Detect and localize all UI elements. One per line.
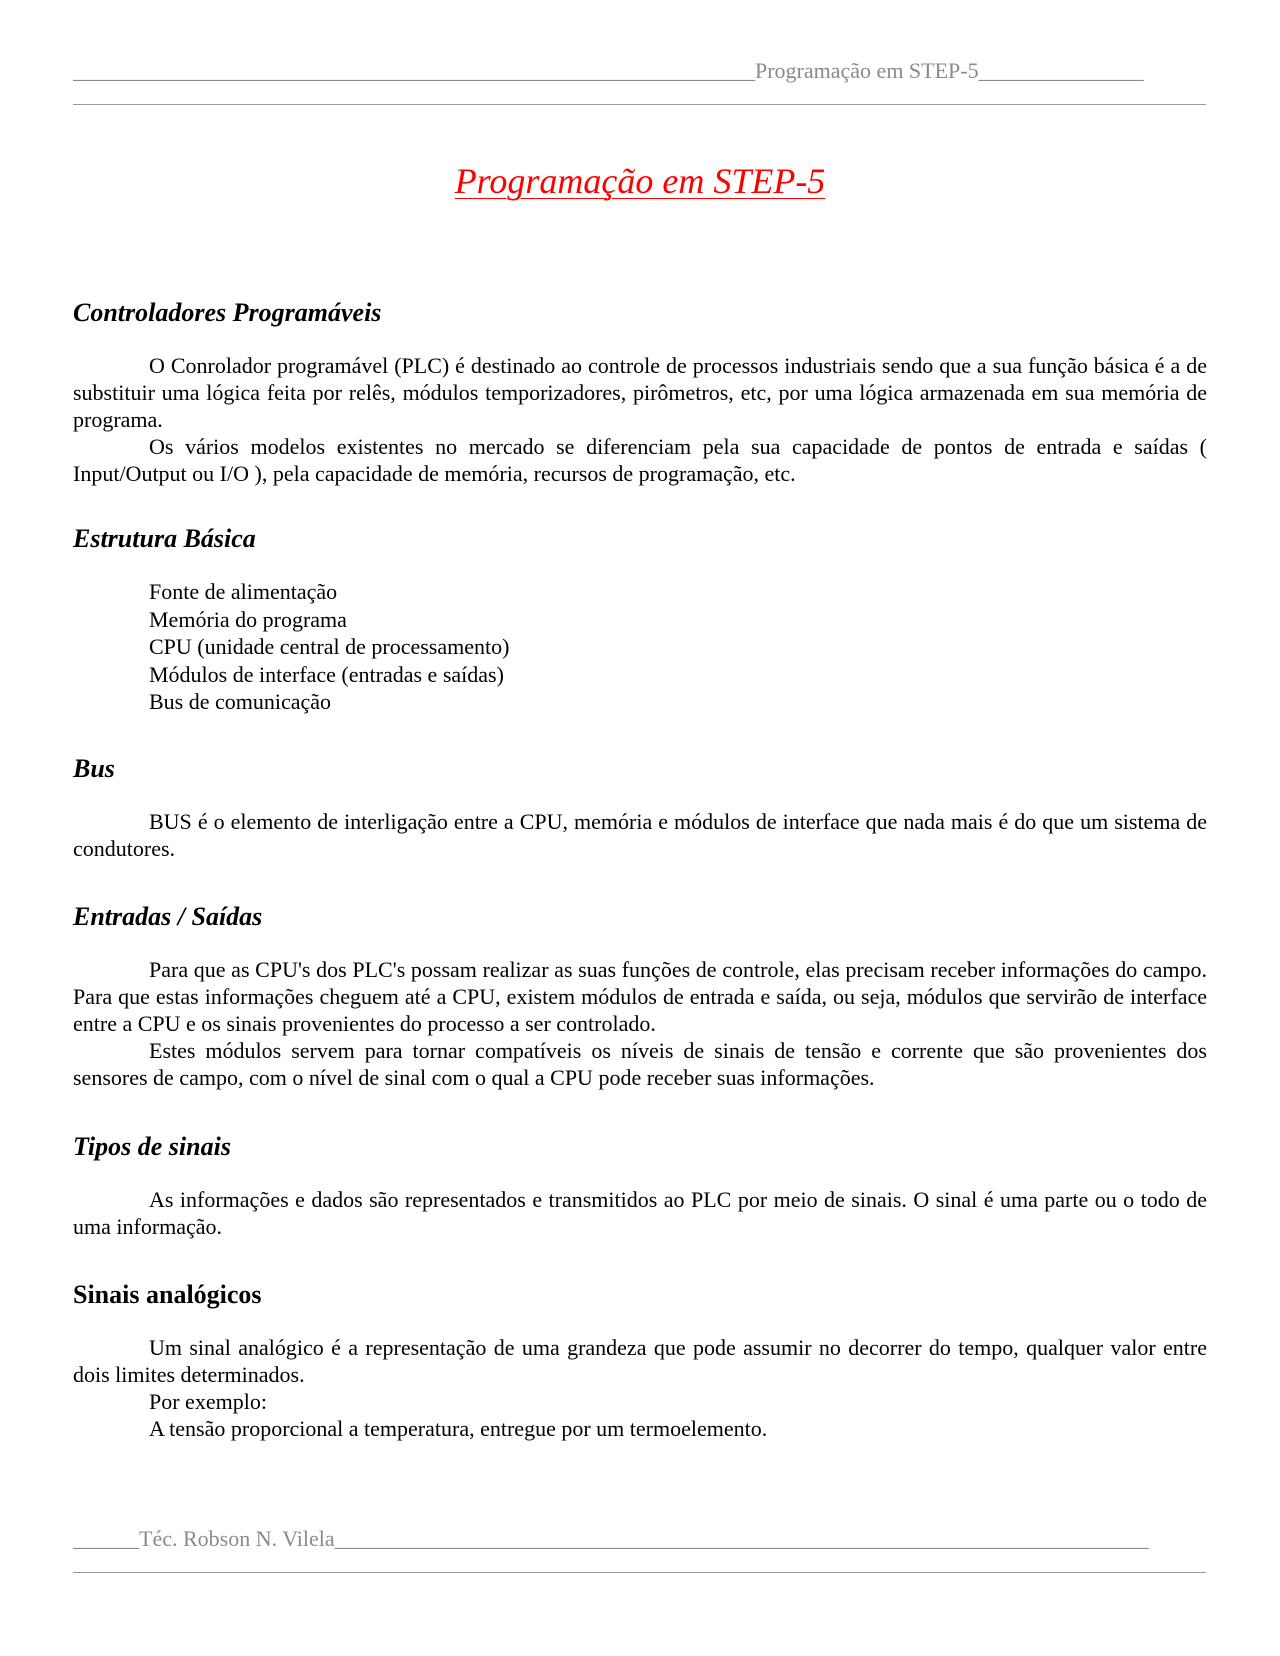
list-item: Módulos de interface (entradas e saídas) [149,661,504,687]
list-item: Memória do programa [149,606,347,632]
footer-author: Téc. Robson N. Vilela [139,1526,335,1551]
section-heading-sinais-analogicos: Sinais analógicos [73,1280,262,1309]
estrutura-list [149,578,509,716]
list-item: Bus de comunicação [149,689,332,714]
paragraph: O Conrolador programável (PLC) é destinado ao controle de processos industriais sendo que a sua função básica é a de substituir uma lógica feita por relês, módulos temporizadores, pirômetros, etc, por uma lógica armazenada em sua memória de programa. [73,353,1207,432]
paragraph: Um sinal analógico é a representação de uma grandeza que pode assumir no decorrer do tempo, qualquer valor entre dois limites determinados. [73,1335,1207,1387]
header-title: Programação em STEP-5 [755,58,979,83]
page-header [73,58,1203,86]
header-rule [73,104,1206,105]
section-heading-entradas-saidas: Entradas / Saídas [73,902,263,931]
section-heading-bus: Bus [73,754,115,783]
footer-right-underscores: __________________________________________________________________________ [334,1526,1149,1551]
paragraph: As informações e dados são representados e transmitidos ao PLC por meio de sinais. O sinal é uma parte ou o todo de uma informação. [73,1187,1207,1239]
header-right-underscores: _______________ [978,58,1144,83]
document-title: Programação em STEP-5 [454,161,826,201]
page-footer [73,1526,1203,1554]
section-body-tipos-de-sinais [73,1186,1207,1240]
section-body-bus [73,808,1207,862]
section-body-controladores [73,352,1207,487]
example-text: A tensão proporcional a temperatura, entregue por um termoelemento. [149,1416,768,1441]
paragraph: Para que as CPU's dos PLC's possam realizar as suas funções de controle, elas precisam receber informações do campo. Para que estas informações cheguem até a CPU, existem módulos de entrada e saída, ou seja, módulos que servirão de interface entre a CPU e os sinais provenientes do processo a ser controlado. [73,957,1207,1036]
header-left-underscores: ______________________________________________________________ [73,58,755,83]
paragraph: Os vários modelos existentes no mercado se diferenciam pela sua capacidade de pontos de entrada e saídas ( Input/Output ou I/O ), pela capacidade de memória, recursos de programação, etc. [73,434,1207,486]
footer-left-underscores: ______ [73,1526,139,1551]
list-item: Fonte de alimentação [149,579,338,604]
paragraph: BUS é o elemento de interligação entre a CPU, memória e módulos de interface que nada mais é do que um sistema de condutores. [73,809,1207,861]
section-heading-tipos-de-sinais: Tipos de sinais [73,1132,231,1161]
section-heading-controladores: Controladores Programáveis [73,298,382,327]
section-body-sinais-analogicos [73,1334,1207,1388]
paragraph: Estes módulos servem para tornar compatíveis os níveis de sinais de tensão e corrente que são provenientes dos sensores de campo, com o nível de sinal com o qual a CPU pode receber suas informações. [73,1038,1207,1090]
example-label: Por exemplo: [149,1389,267,1414]
section-heading-estrutura: Estrutura Básica [73,524,256,553]
section-body-entradas-saidas [73,956,1207,1091]
footer-rule [73,1572,1206,1573]
list-item: CPU (unidade central de processamento) [149,634,510,659]
